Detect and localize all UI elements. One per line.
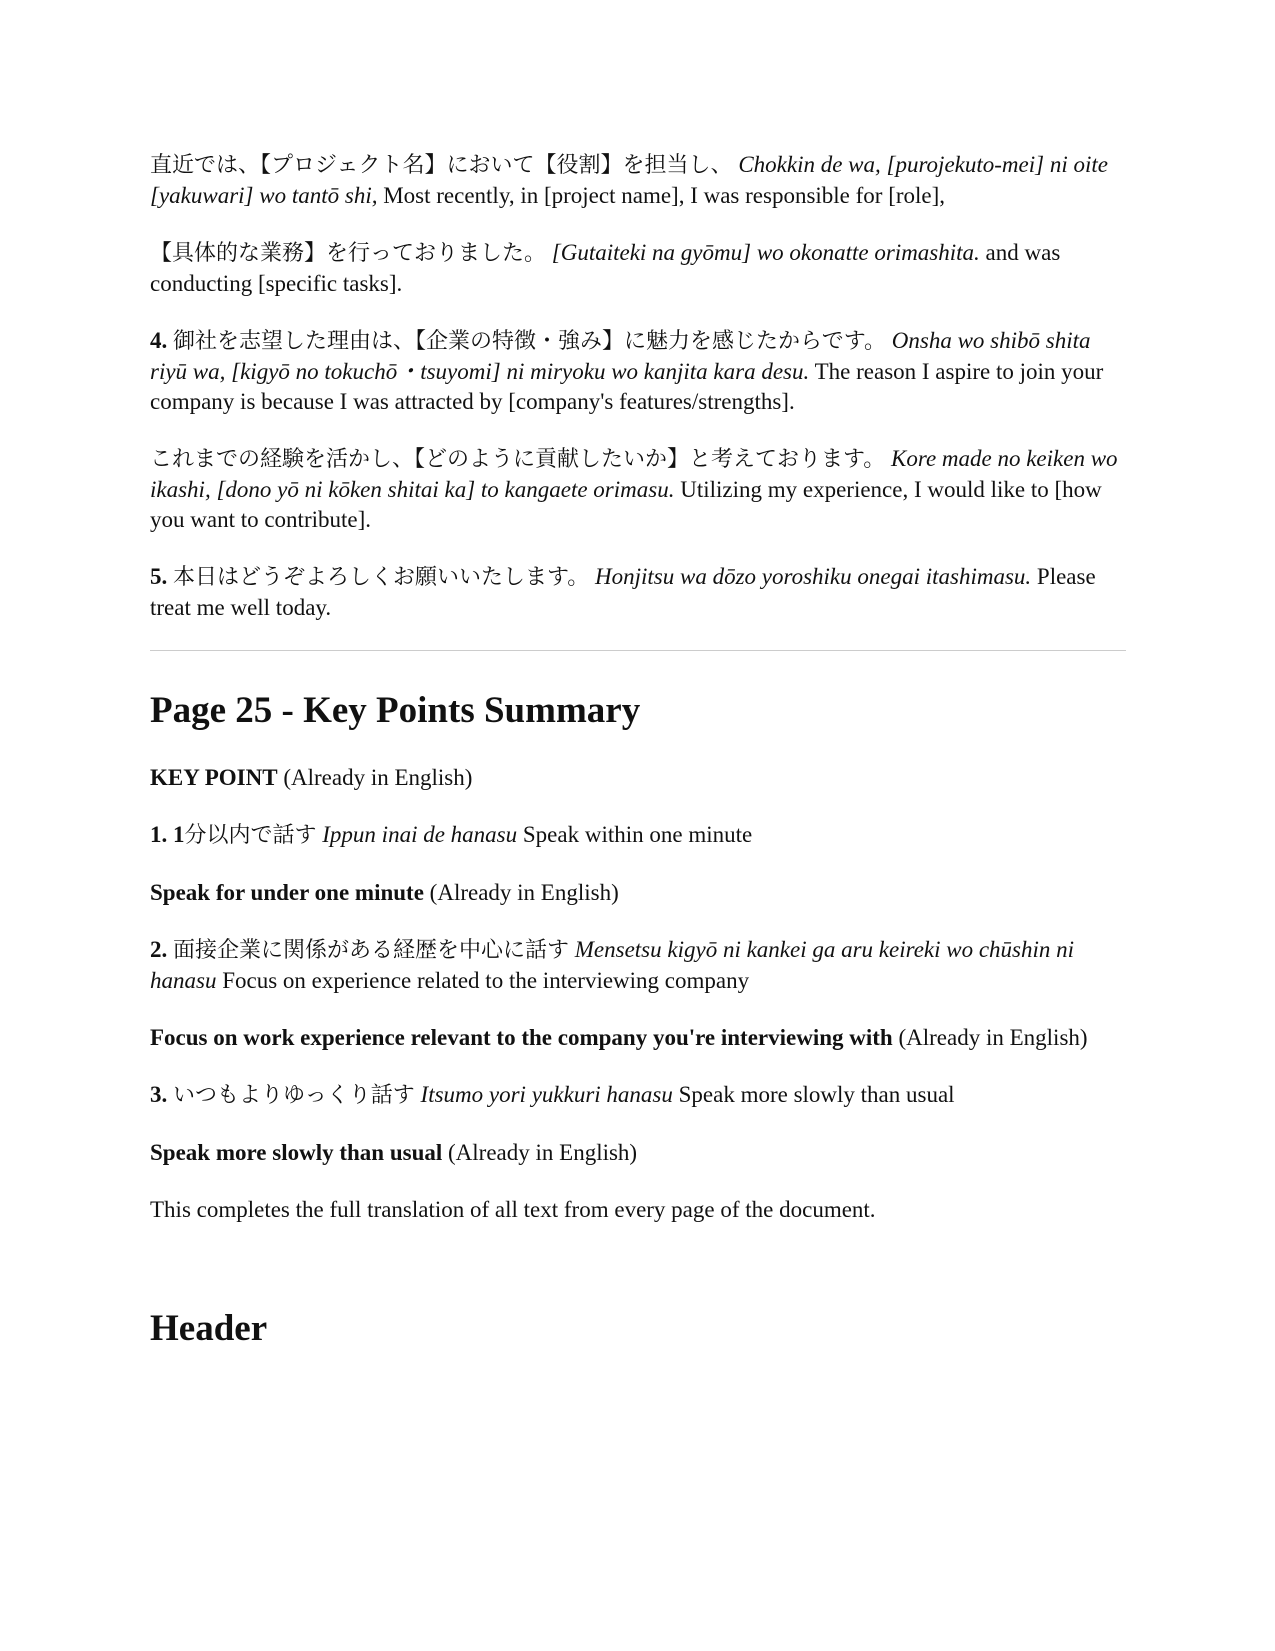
- item-number: 1. 1: [150, 822, 185, 847]
- already-english-note: (Already in English): [429, 880, 619, 905]
- already-english-note: (Already in English): [448, 1140, 638, 1165]
- japanese-text: いつもよりゆっくり話す: [173, 1083, 415, 1108]
- bold-english-text: Speak for under one minute: [150, 880, 424, 905]
- japanese-text: 【具体的な業務】を行っておりました。: [150, 241, 547, 266]
- english-text: Speak within one minute: [522, 822, 753, 847]
- already-english-note: (Already in English): [898, 1025, 1088, 1050]
- romaji-text: Kore made no keiken wo ikashi, [dono yō ni kōken shitai ka] to kangaete orimasu.: [150, 446, 1118, 502]
- section-heading: Page 25 - Key Points Summary: [150, 690, 641, 731]
- english-text: Most recently, in [project name], I was responsible for [role],: [383, 183, 946, 208]
- romaji-text: [Gutaiteki na gyōmu] wo okonatte orimashita.: [551, 240, 980, 265]
- bold-english-text: Focus on work experience relevant to the company you're interviewing with: [150, 1025, 893, 1050]
- summary-item-2-english: [150, 1023, 1126, 1053]
- item-number: 2.: [150, 937, 168, 962]
- japanese-text: 本日はどうぞよろしくお願いいたします。: [173, 565, 590, 590]
- summary-item-1-english: [150, 878, 1126, 908]
- romaji-text: Itsumo yori yukkuri hanasu: [420, 1082, 673, 1107]
- intro-paragraph-1: [150, 150, 1126, 211]
- japanese-text: これまでの経験を活かし、【どのように貢献したいか】と考えております。: [150, 447, 886, 472]
- intro-paragraph-3: [150, 326, 1126, 417]
- key-point-label: KEY POINT: [150, 765, 278, 790]
- key-point-note: (Already in English): [283, 765, 473, 790]
- document-page: [150, 150, 1126, 1351]
- english-text: The reason I aspire to join your company is because I was attracted by [company's features/strengths].: [150, 359, 1104, 414]
- item-number: 3.: [150, 1082, 168, 1107]
- english-text: Focus on experience related to the interviewing company: [222, 968, 750, 993]
- japanese-text: 面接企業に関係がある経歴を中心に話す: [173, 938, 570, 963]
- intro-paragraph-2: [150, 238, 1126, 299]
- item-number: 4.: [150, 328, 168, 353]
- romaji-text: Mensetsu kigyō ni kankei ga aru keireki wo chūshin ni hanasu: [150, 937, 1075, 993]
- summary-item-3: [150, 1080, 1126, 1111]
- romaji-text: Honjitsu wa dōzo yoroshiku onegai itashimasu.: [595, 564, 1032, 589]
- item-number: 5.: [150, 564, 168, 589]
- english-text: and was conducting [specific tasks].: [150, 240, 1061, 296]
- header-heading: Header: [150, 1308, 268, 1349]
- summary-item-2: [150, 935, 1126, 996]
- japanese-text: 分以内で話す: [184, 823, 317, 848]
- summary-item-3-english: [150, 1138, 1126, 1168]
- japanese-text: 直近では、【プロジェクト名】において【役割】を担当し、: [150, 153, 733, 178]
- romaji-text: Onsha wo shibō shita riyū wa, [kigyō no tokuchō・tsuyomi] ni miryoku wo kanjita kara desu.: [150, 328, 1091, 384]
- english-text: Speak more slowly than usual: [678, 1082, 955, 1107]
- closing-text: This completes the full translation of all text from every page of the document.: [150, 1197, 876, 1222]
- english-text: Utilizing my experience, I would like to [how you want to contribute].: [150, 477, 1102, 532]
- section-divider: [150, 650, 1126, 651]
- intro-paragraph-5: [150, 562, 1126, 623]
- english-text: Please treat me well today.: [150, 564, 1096, 620]
- romaji-text: Chokkin de wa, [purojekuto-mei] ni oite [yakuwari] wo tantō shi,: [150, 152, 1108, 208]
- romaji-text: Ippun inai de hanasu: [322, 822, 518, 847]
- japanese-text: 御社を志望した理由は、【企業の特徴・強み】に魅力を感じたからです。: [173, 329, 887, 354]
- key-point-line: [150, 763, 1126, 793]
- intro-paragraph-4: [150, 444, 1126, 535]
- bold-english-text: Speak more slowly than usual: [150, 1140, 443, 1165]
- summary-item-1: [150, 820, 1126, 851]
